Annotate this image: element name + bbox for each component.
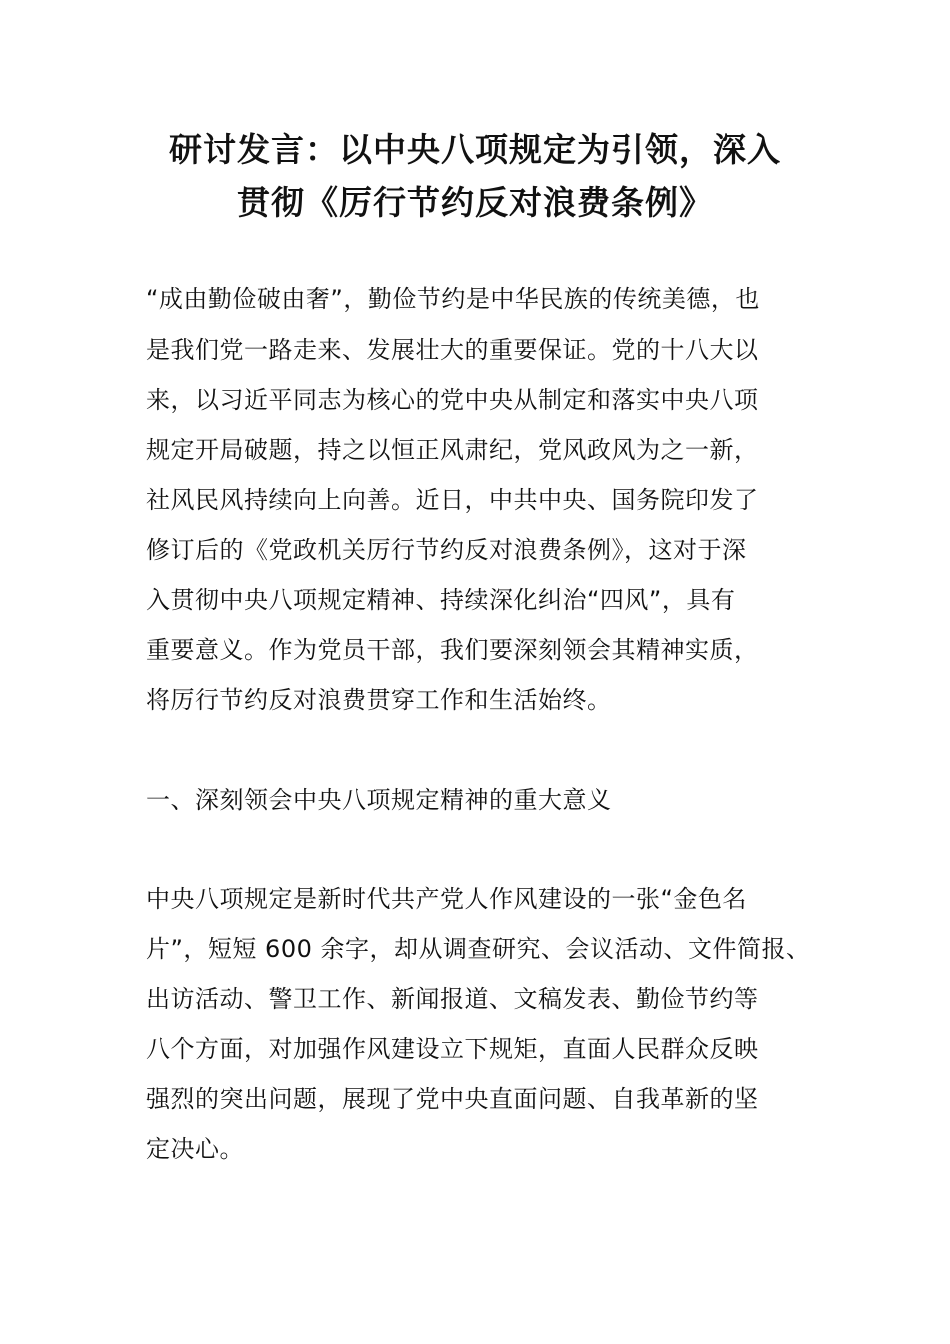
paragraph-2-line: 强烈的突出问题，展现了党中央直面问题、自我革新的坚	[146, 1085, 759, 1113]
paragraph-2-line: 八个方面，对加强作风建设立下规矩，直面人民群众反映	[146, 1035, 759, 1063]
paragraph-2-line: 定决心。	[146, 1135, 244, 1163]
paragraph-1-line: 来，以习近平同志为核心的党中央从制定和落实中央八项	[146, 386, 759, 414]
paragraph-1-line: 是我们党一路走来、发展壮大的重要保证。党的十八大以	[146, 336, 759, 364]
paragraph-1-line: 修订后的《党政机关厉行节约反对浪费条例》，这对于深	[146, 536, 747, 564]
paragraph-2-line: 片”，短短 600 余字，却从调查研究、会议活动、文件简报、	[146, 935, 811, 963]
paragraph-1-line: “成由勤俭破由奢”，勤俭节约是中华民族的传统美德，也	[146, 285, 760, 313]
paragraph-1-line: 规定开局破题，持之以恒正风肃纪，党风政风为之一新，	[146, 436, 759, 464]
paragraph-1-line: 社风民风持续向上向善。近日，中共中央、国务院印发了	[146, 486, 759, 514]
paragraph-2-line: 出访活动、警卫工作、新闻报道、文稿发表、勤俭节约等	[146, 985, 759, 1013]
paragraph-1-line: 入贯彻中央八项规定精神、持续深化纠治“四风”，具有	[146, 586, 736, 614]
paragraph-1-line: 将厉行节约反对浪费贯穿工作和生活始终。	[146, 686, 612, 714]
paragraph-1-line: 重要意义。作为党员干部，我们要深刻领会其精神实质，	[146, 636, 759, 664]
document-title-line-2: 贯彻《厉行节约反对浪费条例》	[237, 183, 713, 222]
paragraph-2-line: 中央八项规定是新时代共产党人作风建设的一张“金色名	[146, 885, 747, 913]
document-title-line-1: 研讨发言：以中央八项规定为引领，深入	[169, 130, 781, 169]
section-heading-1: 一、深刻领会中央八项规定精神的重大意义	[146, 786, 612, 814]
